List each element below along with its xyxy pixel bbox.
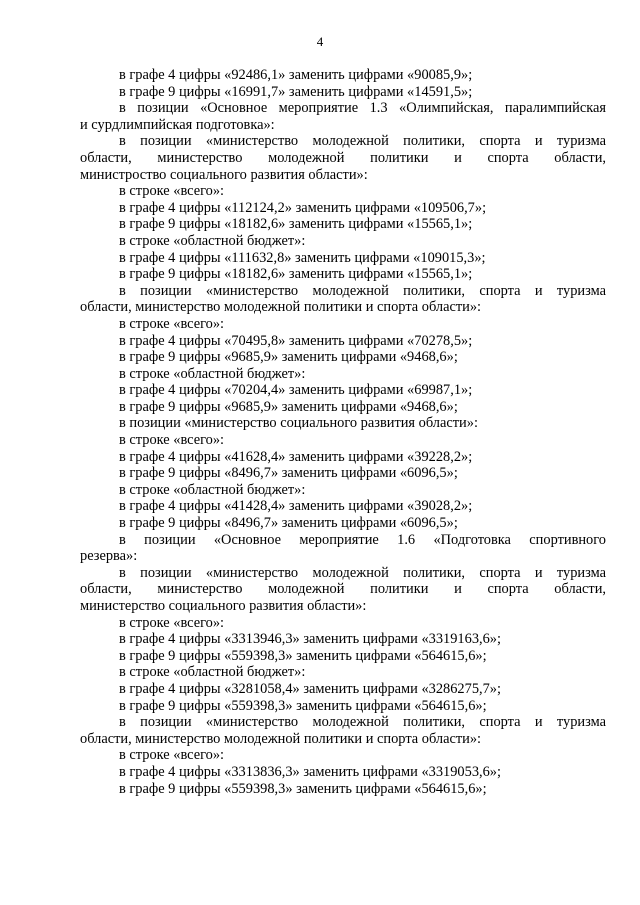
text-line: области, министерство молодежной политики и спорта области»: [80,299,482,316]
text-line: министерство социального развития области»: [80,598,367,614]
text-line: в графе 9 цифры «559398,3» заменить цифрами «564615,6»; [119,647,487,664]
text-line: в строке «областной бюджет»: [119,664,306,681]
text-line: в строке «всего»: [119,315,225,332]
text-line: в графе 9 цифры «8496,7» заменить цифрами «6096,5»; [119,515,458,532]
text-line: в строке «областной бюджет»: [119,481,306,498]
text-line: в графе 4 цифры «70204,4» заменить цифрами «69987,1»; [119,382,473,399]
text-line: в строке «всего»: [119,183,225,200]
text-line: в строке «областной бюджет»: [119,365,306,382]
text-line: в графе 4 цифры «92486,1» заменить цифрами «90085,9»; [119,67,473,83]
text-line: в графе 4 цифры «70495,8» заменить цифрами «70278,5»; [119,332,473,349]
text-line: в графе 4 цифры «3281058,4» заменить цифрами «3286275,7»; [119,680,501,697]
text-line: в графе 4 цифры «41628,4» заменить цифрами «39228,2»; [119,448,473,465]
text-line: и сурдлимпийская подготовка»: [80,116,275,133]
text-line: в графе 9 цифры «8496,7» заменить цифрами «6096,5»; [119,465,458,482]
page-number: 4 [316,34,324,49]
text-line: резерва»: [80,548,138,565]
text-line: в строке «всего»: [119,614,225,631]
text-line: в графе 4 цифры «41428,4» заменить цифрами «39028,2»; [119,498,473,515]
text-line: в графе 4 цифры «3313836,3» заменить цифрами «3319053,6»; [119,763,501,780]
text-line: области, министерство молодежной политики и спорта области, [80,149,606,166]
text-line: в графе 9 цифры «9685,9» заменить цифрами «9468,6»; [119,349,458,366]
text-line: в графе 9 цифры «559398,3» заменить цифрами «564615,6»; [119,697,487,714]
text-line: в позиции «Основное мероприятие 1.3 «Олимпийская, паралимпийская [119,100,606,117]
text-line: в позиции «министерство молодежной политики, спорта и туризма [119,133,606,150]
text-line: области, министерство молодежной политики и спорта области»: [80,730,482,747]
text-line: в графе 9 цифры «16991,7» заменить цифрами «14591,5»; [119,83,473,100]
text-line: в строке «областной бюджет»: [119,232,306,249]
text-line: в графе 4 цифры «111632,8» заменить цифрами «109015,3»; [119,249,486,266]
text-line: в позиции «министерство молодежной политики, спорта и туризма [119,282,606,299]
text-line: в графе 9 цифры «9685,9» заменить цифрами «9468,6»; [119,398,458,415]
text-line: в строке «всего»: [119,432,225,449]
text-line: в графе 9 цифры «18182,6» заменить цифрами «15565,1»; [119,216,473,233]
text-line: в графе 4 цифры «3313946,3» заменить цифрами «3319163,6»; [119,631,501,648]
text-line: в строке «всего»: [119,747,225,764]
text-line: в позиции «министерство молодежной политики, спорта и туризма [119,564,606,581]
text-line: в графе 9 цифры «18182,6» заменить цифрами «15565,1»; [119,266,473,283]
document-body [80,67,606,797]
text-line: в позиции «министерство молодежной политики, спорта и туризма [119,714,606,731]
text-line: в графе 9 цифры «559398,3» заменить цифрами «564615,6»; [119,780,487,797]
text-line: в позиции «Основное мероприятие 1.6 «Подготовка спортивного [119,531,606,548]
text-line: в позиции «министерство социального развития области»: [119,415,478,432]
text-line: министроство социального развития области»: [80,166,368,183]
text-line: в графе 4 цифры «112124,2» заменить цифрами «109506,7»; [119,199,487,216]
text-line: области, министерство молодежной политики и спорта области, [80,581,606,598]
